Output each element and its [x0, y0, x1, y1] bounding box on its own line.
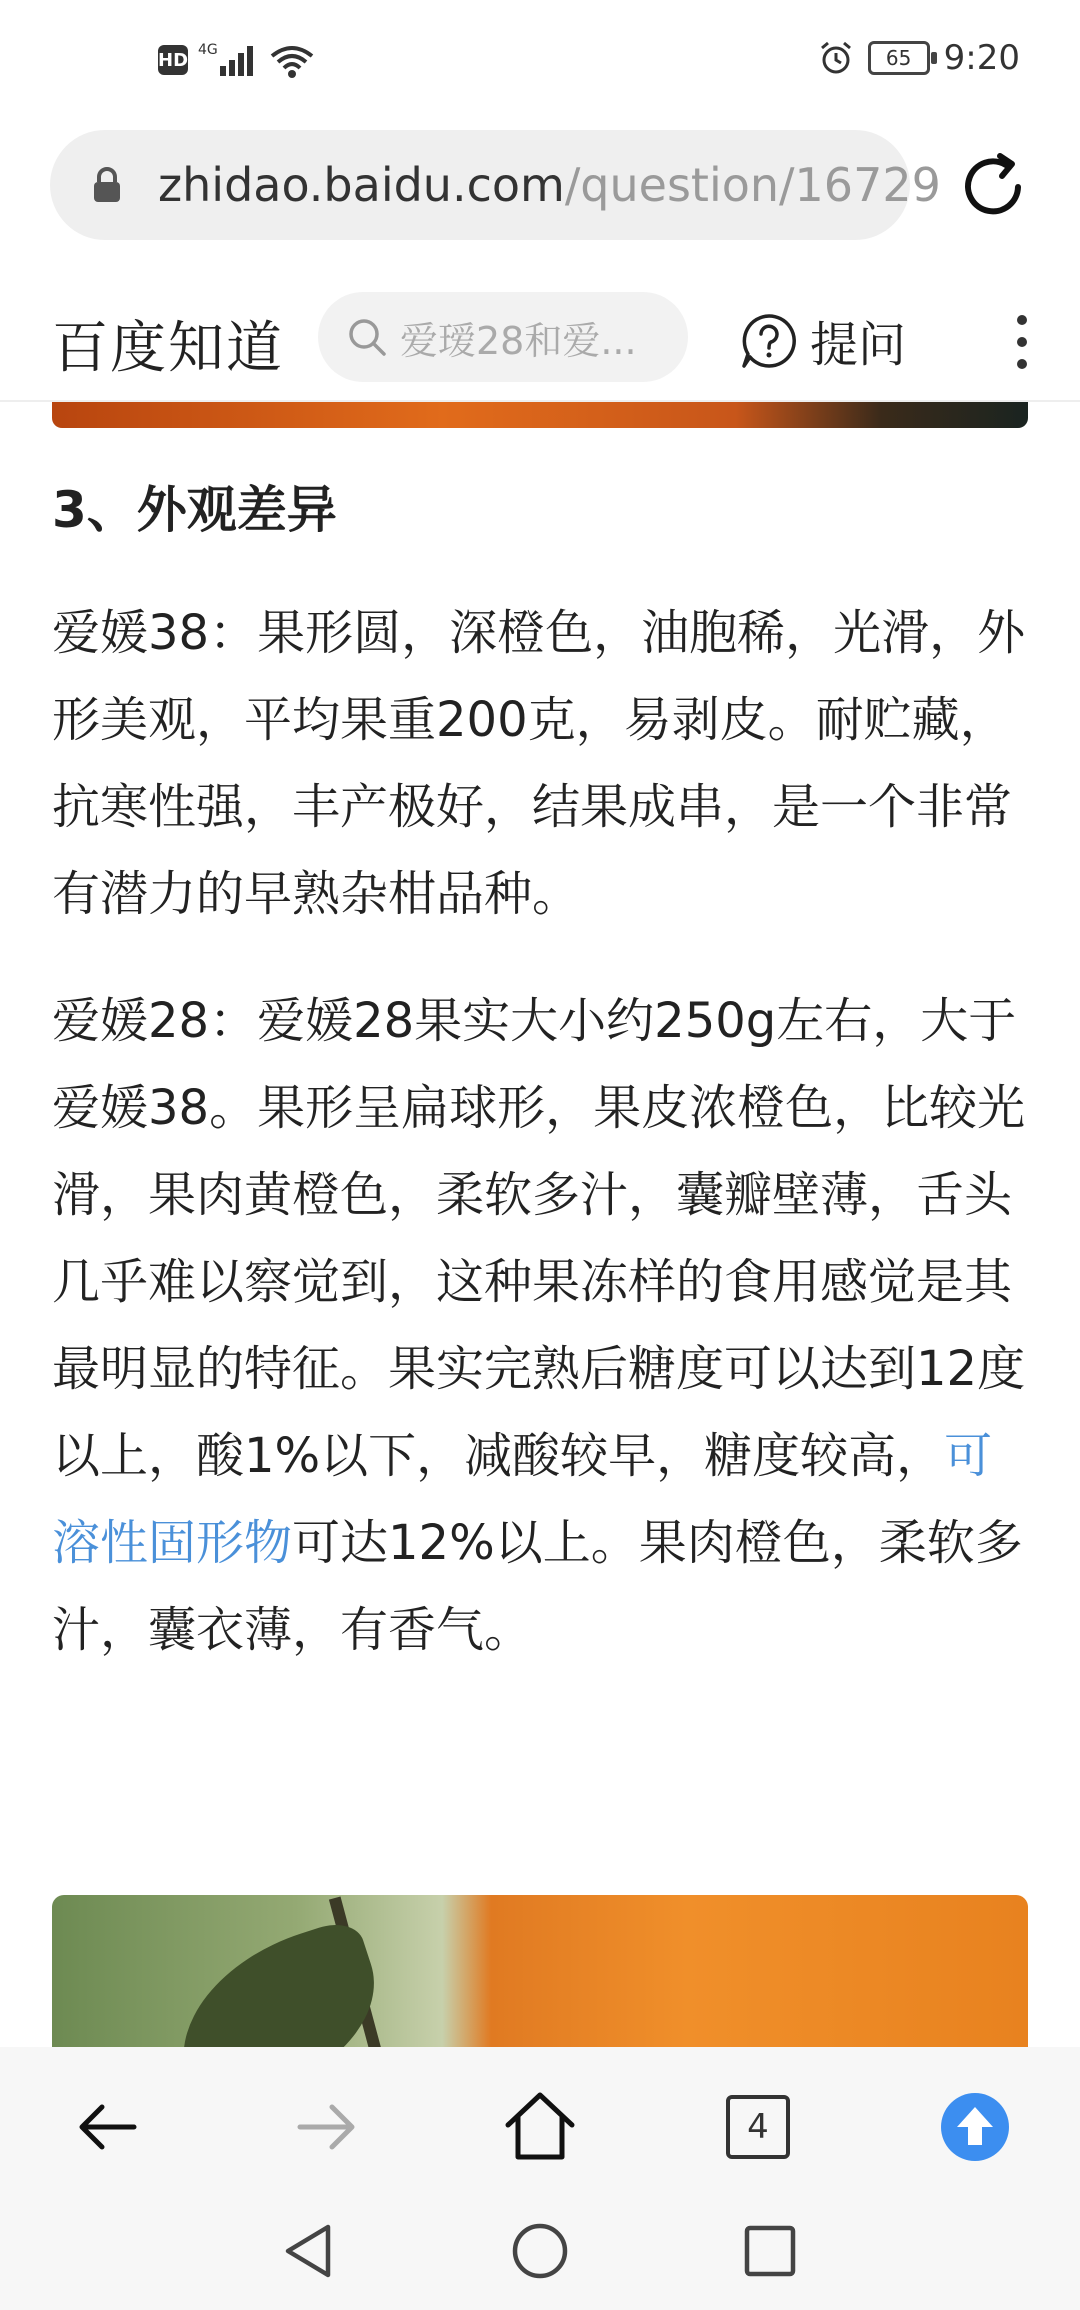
tabs-count: 4	[726, 2095, 790, 2159]
signal-label: 4G	[198, 42, 218, 58]
address-bar[interactable]	[50, 130, 941, 240]
wifi-icon	[268, 40, 316, 80]
article-image-top	[52, 402, 1028, 428]
status-left	[158, 40, 316, 80]
search-icon	[346, 316, 388, 358]
back-arrow-icon[interactable]	[68, 2087, 148, 2167]
article-image-bottom	[52, 1895, 1028, 2055]
status-bar	[0, 0, 1080, 120]
ask-label: 提问	[810, 317, 907, 373]
battery-icon	[868, 41, 930, 75]
battery-level: 65	[885, 46, 912, 70]
browser-toolbar	[0, 2047, 1080, 2197]
section-title: 3、外观差异	[52, 481, 337, 539]
system-navigation-bar	[0, 2197, 1080, 2310]
paragraph-aiyuan-38: 爱媛38：果形圆，深橙色，油胞稀，光滑，外形美观，平均果重200克，易剥皮。耐贮藏，抗寒性强，丰产极好，结果成串，是一个非常有潜力的早熟杂柑品种。	[52, 605, 1026, 922]
article-body	[52, 470, 1028, 1674]
more-menu-icon[interactable]	[1014, 314, 1030, 370]
upload-arrow-icon[interactable]	[935, 2087, 1015, 2167]
system-back-icon[interactable]	[278, 2219, 342, 2283]
system-home-icon[interactable]	[508, 2219, 572, 2283]
home-icon[interactable]	[500, 2087, 580, 2167]
search-placeholder: 爱瑷28和爱...	[400, 318, 637, 363]
site-header	[0, 280, 1080, 402]
alarm-icon	[818, 40, 854, 76]
question-icon	[740, 312, 798, 370]
status-right	[818, 38, 1020, 78]
system-recent-apps-icon[interactable]	[738, 2219, 802, 2283]
paragraph-aiyuan-28	[52, 978, 1028, 1674]
reload-icon[interactable]	[956, 150, 1030, 224]
forward-arrow-icon[interactable]	[286, 2087, 366, 2167]
url-text[interactable]	[158, 158, 941, 212]
url-path: /question/16729	[564, 158, 941, 212]
lock-icon	[92, 167, 122, 203]
cellular-signal-icon	[198, 40, 258, 80]
url-host: zhidao.baidu.com	[158, 158, 565, 212]
tabs-button[interactable]	[718, 2087, 798, 2167]
soluble-solids-link[interactable]: 可溶性固形物	[52, 1428, 993, 1571]
paragraph-text-part-1: 爱媛28：爱媛28果实大小约250g左右，大于爱媛38。果形呈扁球形，果皮浓橙色，比较光滑，果肉黄橙色，柔软多汁，囊瓣壁薄，舌头几乎难以察觉到，这种果冻样的食用感觉是其最明显的特征。果实完熟后糖度可以达到12度以上，酸1%以下，减酸较早，糖度较高，	[52, 993, 1026, 1484]
search-input[interactable]	[318, 292, 688, 382]
status-time: 9:20	[943, 38, 1020, 78]
ask-question-button[interactable]	[740, 306, 906, 375]
hd-badge: HD	[158, 45, 188, 75]
paragraph-text-part-2: 可达12%以上。果肉橙色，柔软多汁，囊衣薄，有香气。	[52, 1515, 1023, 1658]
site-logo[interactable]: 百度知道	[52, 316, 284, 381]
